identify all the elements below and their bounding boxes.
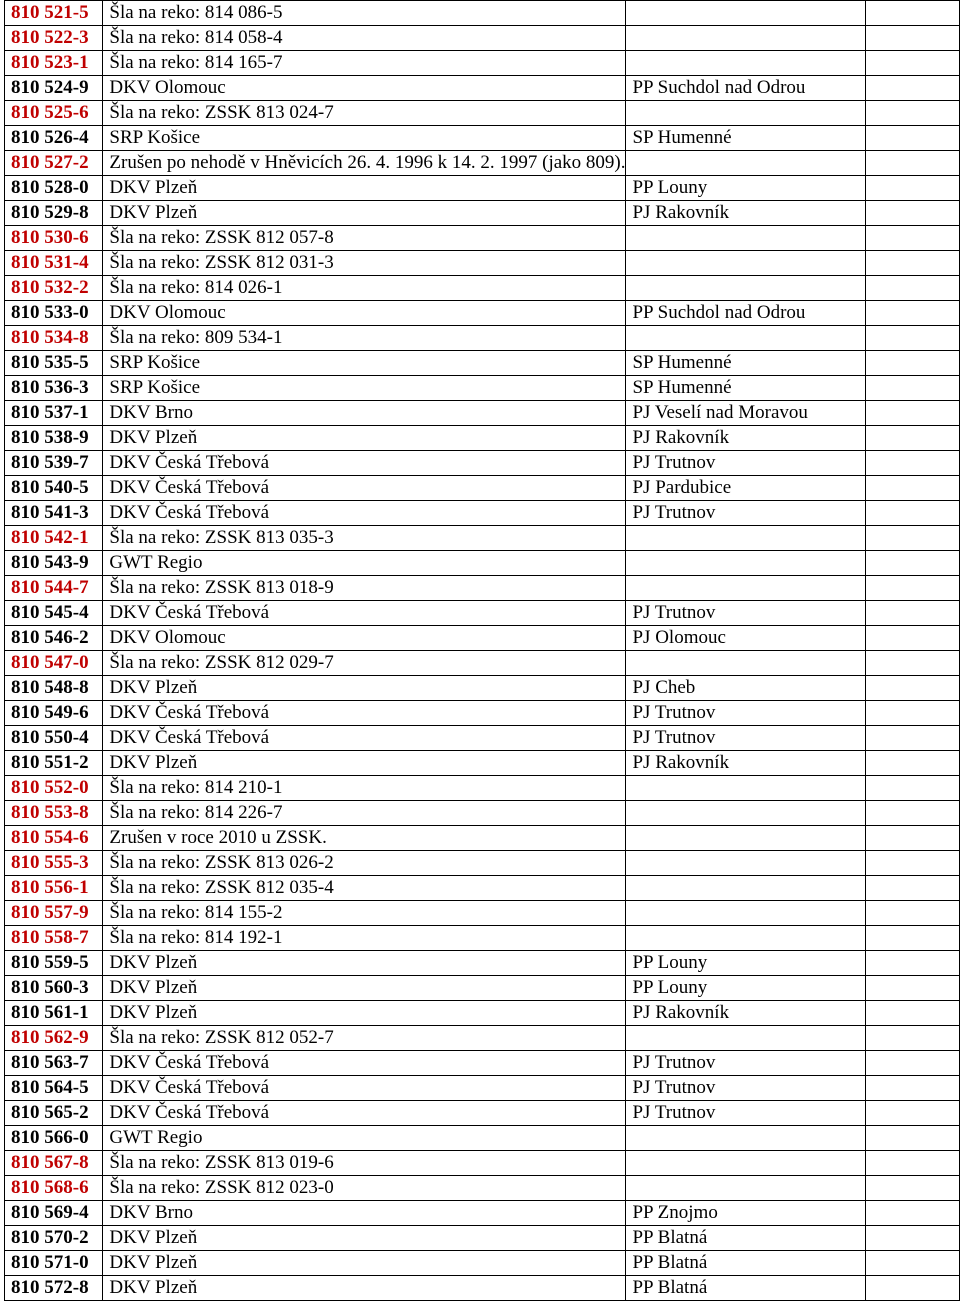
depot-cell: PJ Cheb — [626, 676, 866, 701]
owner-status-cell: GWT Regio — [103, 551, 626, 576]
table-row — [5, 451, 960, 476]
vehicle-number-cell: 810 564-5 — [5, 1076, 103, 1101]
vehicle-number-cell: 810 556-1 — [5, 876, 103, 901]
table-row — [5, 401, 960, 426]
owner-status-cell: DKV Olomouc — [103, 76, 626, 101]
vehicle-number-cell: 810 569-4 — [5, 1201, 103, 1226]
vehicle-number-cell: 810 560-3 — [5, 976, 103, 1001]
empty-cell — [866, 76, 960, 101]
owner-status-cell: SRP Košice — [103, 376, 626, 401]
depot-cell: SP Humenné — [626, 376, 866, 401]
table-row — [5, 751, 960, 776]
vehicle-number-cell: 810 563-7 — [5, 1051, 103, 1076]
vehicle-number-cell: 810 532-2 — [5, 276, 103, 301]
depot-cell: PJ Trutnov — [626, 601, 866, 626]
table-row — [5, 301, 960, 326]
vehicle-number-cell: 810 559-5 — [5, 951, 103, 976]
table-row — [5, 76, 960, 101]
vehicle-number-cell: 810 531-4 — [5, 251, 103, 276]
table-row — [5, 1176, 960, 1201]
depot-cell — [626, 876, 866, 901]
table-row — [5, 101, 960, 126]
vehicle-number-cell: 810 555-3 — [5, 851, 103, 876]
owner-status-cell: Šla na reko: ZSSK 812 031-3 — [103, 251, 626, 276]
vehicle-number-cell: 810 572-8 — [5, 1276, 103, 1301]
depot-cell — [626, 101, 866, 126]
empty-cell — [866, 276, 960, 301]
depot-cell — [626, 151, 866, 176]
vehicle-number-cell: 810 537-1 — [5, 401, 103, 426]
table-row — [5, 1151, 960, 1176]
depot-cell — [626, 51, 866, 76]
depot-cell: SP Humenné — [626, 126, 866, 151]
owner-status-cell: DKV Česká Třebová — [103, 1051, 626, 1076]
depot-cell: PJ Trutnov — [626, 1101, 866, 1126]
empty-cell — [866, 1176, 960, 1201]
empty-cell — [866, 951, 960, 976]
depot-cell — [626, 1, 866, 26]
table-row — [5, 651, 960, 676]
empty-cell — [866, 51, 960, 76]
table-row — [5, 626, 960, 651]
vehicle-number-cell: 810 522-3 — [5, 26, 103, 51]
owner-status-cell: DKV Plzeň — [103, 1001, 626, 1026]
empty-cell — [866, 1076, 960, 1101]
depot-cell — [626, 926, 866, 951]
depot-cell: PP Blatná — [626, 1226, 866, 1251]
owner-status-cell: Šla na reko: ZSSK 812 029-7 — [103, 651, 626, 676]
table-row — [5, 776, 960, 801]
owner-status-cell: DKV Česká Třebová — [103, 476, 626, 501]
empty-cell — [866, 376, 960, 401]
owner-status-cell: DKV Česká Třebová — [103, 451, 626, 476]
depot-cell: PP Suchdol nad Odrou — [626, 301, 866, 326]
vehicle-number-cell: 810 557-9 — [5, 901, 103, 926]
table-row — [5, 576, 960, 601]
depot-cell: PJ Trutnov — [626, 1051, 866, 1076]
table-row — [5, 551, 960, 576]
vehicle-number-cell: 810 545-4 — [5, 601, 103, 626]
vehicle-number-cell: 810 561-1 — [5, 1001, 103, 1026]
owner-status-cell: Šla na reko: 814 058-4 — [103, 26, 626, 51]
owner-status-cell: Šla na reko: ZSSK 813 018-9 — [103, 576, 626, 601]
depot-cell — [626, 1026, 866, 1051]
table-row — [5, 226, 960, 251]
empty-cell — [866, 326, 960, 351]
owner-status-cell: DKV Plzeň — [103, 951, 626, 976]
table-row — [5, 1, 960, 26]
depot-cell: PJ Rakovník — [626, 426, 866, 451]
depot-cell — [626, 226, 866, 251]
vehicle-number-cell: 810 523-1 — [5, 51, 103, 76]
owner-status-cell: DKV Plzeň — [103, 1276, 626, 1301]
depot-cell — [626, 851, 866, 876]
empty-cell — [866, 826, 960, 851]
owner-status-cell: DKV Brno — [103, 1201, 626, 1226]
depot-cell — [626, 826, 866, 851]
depot-cell — [626, 901, 866, 926]
table-row — [5, 1226, 960, 1251]
table-row — [5, 926, 960, 951]
table-row — [5, 276, 960, 301]
empty-cell — [866, 476, 960, 501]
empty-cell — [866, 1226, 960, 1251]
empty-cell — [866, 1151, 960, 1176]
vehicle-number-cell: 810 568-6 — [5, 1176, 103, 1201]
owner-status-cell: DKV Česká Třebová — [103, 726, 626, 751]
empty-cell — [866, 101, 960, 126]
owner-status-cell: DKV Brno — [103, 401, 626, 426]
owner-status-cell: DKV Plzeň — [103, 976, 626, 1001]
owner-status-cell: DKV Plzeň — [103, 426, 626, 451]
empty-cell — [866, 501, 960, 526]
empty-cell — [866, 901, 960, 926]
vehicle-number-cell: 810 527-2 — [5, 151, 103, 176]
empty-cell — [866, 301, 960, 326]
table-row — [5, 1101, 960, 1126]
table-row — [5, 501, 960, 526]
table-row — [5, 26, 960, 51]
owner-status-cell: Šla na reko: ZSSK 812 057-8 — [103, 226, 626, 251]
empty-cell — [866, 926, 960, 951]
table-row — [5, 151, 960, 176]
empty-cell — [866, 426, 960, 451]
table-row — [5, 126, 960, 151]
owner-status-cell: DKV Olomouc — [103, 626, 626, 651]
table-row — [5, 726, 960, 751]
table-row — [5, 1201, 960, 1226]
empty-cell — [866, 1276, 960, 1301]
vehicle-number-cell: 810 565-2 — [5, 1101, 103, 1126]
vehicle-number-cell: 810 524-9 — [5, 76, 103, 101]
table-row — [5, 701, 960, 726]
railcar-table — [4, 0, 960, 1301]
vehicle-number-cell: 810 541-3 — [5, 501, 103, 526]
table-row — [5, 1051, 960, 1076]
table-row — [5, 1001, 960, 1026]
vehicle-number-cell: 810 554-6 — [5, 826, 103, 851]
table-row — [5, 1076, 960, 1101]
depot-cell — [626, 776, 866, 801]
owner-status-cell: Zrušen v roce 2010 u ZSSK. — [103, 826, 626, 851]
depot-cell: PP Blatná — [626, 1251, 866, 1276]
depot-cell: PJ Trutnov — [626, 451, 866, 476]
vehicle-number-cell: 810 528-0 — [5, 176, 103, 201]
vehicle-number-cell: 810 549-6 — [5, 701, 103, 726]
owner-status-cell: Zrušen po nehodě v Hněvicích 26. 4. 1996 k 14. 2. 1997 (jako 809). — [103, 151, 626, 176]
owner-status-cell: Šla na reko: 809 534-1 — [103, 326, 626, 351]
empty-cell — [866, 201, 960, 226]
depot-cell: PP Louny — [626, 976, 866, 1001]
owner-status-cell: DKV Plzeň — [103, 1251, 626, 1276]
empty-cell — [866, 401, 960, 426]
owner-status-cell: Šla na reko: 814 226-7 — [103, 801, 626, 826]
empty-cell — [866, 126, 960, 151]
table-row — [5, 176, 960, 201]
vehicle-number-cell: 810 540-5 — [5, 476, 103, 501]
vehicle-number-cell: 810 529-8 — [5, 201, 103, 226]
vehicle-number-cell: 810 538-9 — [5, 426, 103, 451]
table-row — [5, 326, 960, 351]
empty-cell — [866, 851, 960, 876]
empty-cell — [866, 776, 960, 801]
table-row — [5, 201, 960, 226]
table-row — [5, 801, 960, 826]
vehicle-number-cell: 810 521-5 — [5, 1, 103, 26]
owner-status-cell: DKV Olomouc — [103, 301, 626, 326]
vehicle-number-cell: 810 552-0 — [5, 776, 103, 801]
empty-cell — [866, 676, 960, 701]
depot-cell — [626, 651, 866, 676]
table-row — [5, 976, 960, 1001]
table-row — [5, 426, 960, 451]
owner-status-cell: Šla na reko: ZSSK 812 023-0 — [103, 1176, 626, 1201]
owner-status-cell: GWT Regio — [103, 1126, 626, 1151]
empty-cell — [866, 26, 960, 51]
owner-status-cell: DKV Plzeň — [103, 201, 626, 226]
depot-cell: PP Louny — [626, 951, 866, 976]
vehicle-number-cell: 810 543-9 — [5, 551, 103, 576]
empty-cell — [866, 1251, 960, 1276]
depot-cell: PJ Pardubice — [626, 476, 866, 501]
table-row — [5, 1026, 960, 1051]
depot-cell: PJ Trutnov — [626, 1076, 866, 1101]
vehicle-number-cell: 810 571-0 — [5, 1251, 103, 1276]
empty-cell — [866, 801, 960, 826]
vehicle-number-cell: 810 547-0 — [5, 651, 103, 676]
depot-cell: PJ Olomouc — [626, 626, 866, 651]
table-row — [5, 901, 960, 926]
vehicle-number-cell: 810 526-4 — [5, 126, 103, 151]
vehicle-number-cell: 810 534-8 — [5, 326, 103, 351]
empty-cell — [866, 726, 960, 751]
vehicle-number-cell: 810 542-1 — [5, 526, 103, 551]
depot-cell: PJ Trutnov — [626, 501, 866, 526]
owner-status-cell: Šla na reko: ZSSK 813 035-3 — [103, 526, 626, 551]
owner-status-cell: Šla na reko: 814 192-1 — [103, 926, 626, 951]
empty-cell — [866, 576, 960, 601]
owner-status-cell: Šla na reko: 814 155-2 — [103, 901, 626, 926]
owner-status-cell: SRP Košice — [103, 351, 626, 376]
depot-cell: PJ Rakovník — [626, 751, 866, 776]
depot-cell: PP Suchdol nad Odrou — [626, 76, 866, 101]
vehicle-number-cell: 810 544-7 — [5, 576, 103, 601]
vehicle-number-cell: 810 550-4 — [5, 726, 103, 751]
table-row — [5, 1276, 960, 1301]
table-row — [5, 601, 960, 626]
depot-cell — [626, 251, 866, 276]
railcar-table-body — [5, 1, 960, 1301]
table-row — [5, 251, 960, 276]
empty-cell — [866, 526, 960, 551]
owner-status-cell: Šla na reko: ZSSK 813 024-7 — [103, 101, 626, 126]
depot-cell — [626, 551, 866, 576]
table-row — [5, 351, 960, 376]
empty-cell — [866, 1001, 960, 1026]
vehicle-number-cell: 810 525-6 — [5, 101, 103, 126]
empty-cell — [866, 976, 960, 1001]
vehicle-number-cell: 810 551-2 — [5, 751, 103, 776]
owner-status-cell: Šla na reko: ZSSK 813 019-6 — [103, 1151, 626, 1176]
vehicle-number-cell: 810 548-8 — [5, 676, 103, 701]
table-row — [5, 1251, 960, 1276]
owner-status-cell: Šla na reko: 814 165-7 — [103, 51, 626, 76]
empty-cell — [866, 151, 960, 176]
owner-status-cell: Šla na reko: 814 086-5 — [103, 1, 626, 26]
vehicle-number-cell: 810 539-7 — [5, 451, 103, 476]
owner-status-cell: DKV Plzeň — [103, 176, 626, 201]
depot-cell — [626, 801, 866, 826]
vehicle-number-cell: 810 570-2 — [5, 1226, 103, 1251]
owner-status-cell: DKV Česká Třebová — [103, 601, 626, 626]
empty-cell — [866, 601, 960, 626]
depot-cell — [626, 276, 866, 301]
empty-cell — [866, 626, 960, 651]
table-row — [5, 876, 960, 901]
empty-cell — [866, 551, 960, 576]
empty-cell — [866, 1, 960, 26]
table-row — [5, 951, 960, 976]
empty-cell — [866, 1051, 960, 1076]
vehicle-number-cell: 810 562-9 — [5, 1026, 103, 1051]
empty-cell — [866, 1126, 960, 1151]
depot-cell — [626, 526, 866, 551]
vehicle-number-cell: 810 546-2 — [5, 626, 103, 651]
depot-cell — [626, 1176, 866, 1201]
depot-cell: PP Znojmo — [626, 1201, 866, 1226]
owner-status-cell: DKV Česká Třebová — [103, 1101, 626, 1126]
table-row — [5, 526, 960, 551]
table-row — [5, 476, 960, 501]
owner-status-cell: Šla na reko: ZSSK 813 026-2 — [103, 851, 626, 876]
depot-cell — [626, 26, 866, 51]
owner-status-cell: Šla na reko: ZSSK 812 035-4 — [103, 876, 626, 901]
vehicle-number-cell: 810 566-0 — [5, 1126, 103, 1151]
owner-status-cell: Šla na reko: ZSSK 812 052-7 — [103, 1026, 626, 1051]
owner-status-cell: Šla na reko: 814 026-1 — [103, 276, 626, 301]
depot-cell — [626, 1126, 866, 1151]
depot-cell — [626, 1151, 866, 1176]
owner-status-cell: Šla na reko: 814 210-1 — [103, 776, 626, 801]
vehicle-number-cell: 810 567-8 — [5, 1151, 103, 1176]
empty-cell — [866, 1201, 960, 1226]
empty-cell — [866, 451, 960, 476]
depot-cell: PJ Rakovník — [626, 201, 866, 226]
empty-cell — [866, 251, 960, 276]
owner-status-cell: SRP Košice — [103, 126, 626, 151]
depot-cell: PJ Trutnov — [626, 726, 866, 751]
empty-cell — [866, 751, 960, 776]
vehicle-number-cell: 810 553-8 — [5, 801, 103, 826]
empty-cell — [866, 226, 960, 251]
vehicle-number-cell: 810 558-7 — [5, 926, 103, 951]
depot-cell: PJ Veselí nad Moravou — [626, 401, 866, 426]
depot-cell: PJ Rakovník — [626, 1001, 866, 1026]
empty-cell — [866, 701, 960, 726]
empty-cell — [866, 176, 960, 201]
vehicle-number-cell: 810 530-6 — [5, 226, 103, 251]
table-row — [5, 1126, 960, 1151]
depot-cell: PP Louny — [626, 176, 866, 201]
owner-status-cell: DKV Plzeň — [103, 751, 626, 776]
owner-status-cell: DKV Plzeň — [103, 676, 626, 701]
table-row — [5, 676, 960, 701]
depot-cell: PP Blatná — [626, 1276, 866, 1301]
owner-status-cell: DKV Česká Třebová — [103, 1076, 626, 1101]
depot-cell — [626, 576, 866, 601]
table-row — [5, 376, 960, 401]
vehicle-number-cell: 810 536-3 — [5, 376, 103, 401]
table-row — [5, 851, 960, 876]
owner-status-cell: DKV Plzeň — [103, 1226, 626, 1251]
table-row — [5, 826, 960, 851]
empty-cell — [866, 1026, 960, 1051]
owner-status-cell: DKV Česká Třebová — [103, 501, 626, 526]
owner-status-cell: DKV Česká Třebová — [103, 701, 626, 726]
table-row — [5, 51, 960, 76]
empty-cell — [866, 1101, 960, 1126]
vehicle-number-cell: 810 533-0 — [5, 301, 103, 326]
empty-cell — [866, 651, 960, 676]
empty-cell — [866, 876, 960, 901]
vehicle-number-cell: 810 535-5 — [5, 351, 103, 376]
depot-cell: PJ Trutnov — [626, 701, 866, 726]
depot-cell — [626, 326, 866, 351]
empty-cell — [866, 351, 960, 376]
depot-cell: SP Humenné — [626, 351, 866, 376]
